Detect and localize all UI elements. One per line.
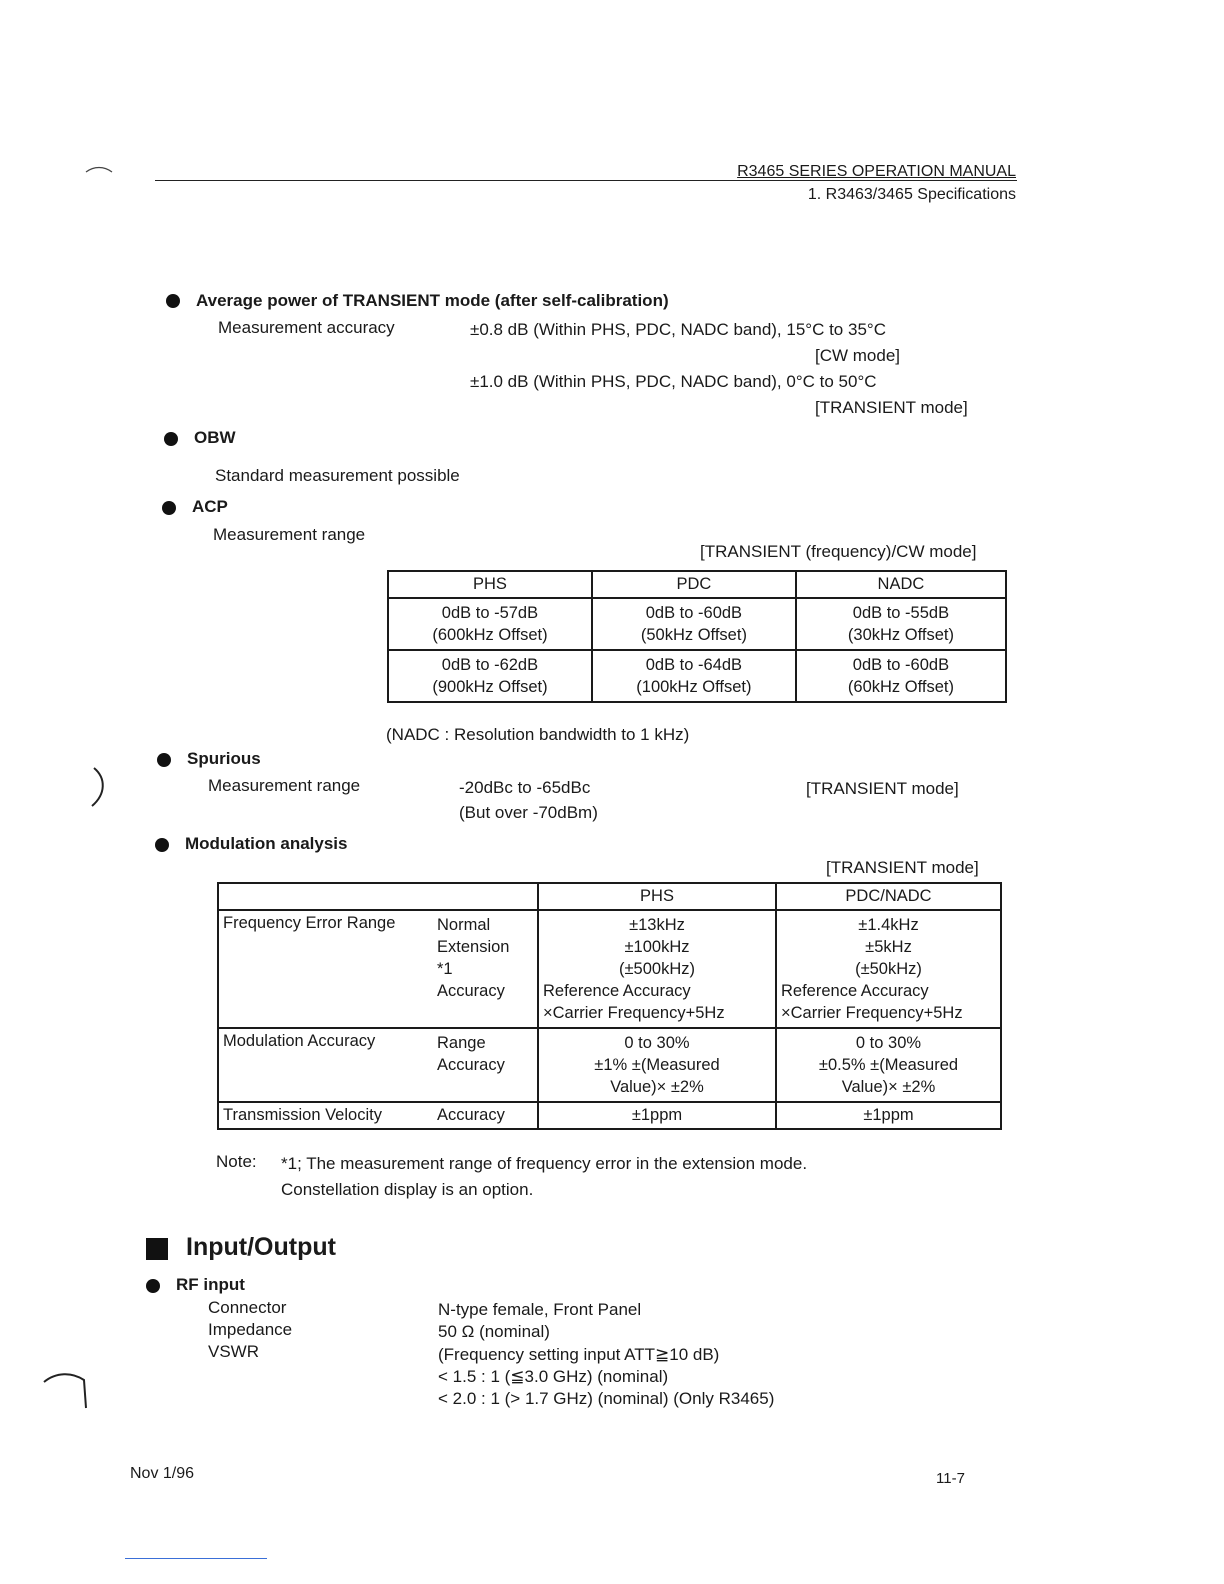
bullet-icon [162,501,176,515]
transient-mode2: [TRANSIENT mode] [815,398,968,417]
mod-value: ±1ppm [538,1102,776,1129]
io-heading: Input/Output [186,1233,336,1261]
footer-page: 11-7 [936,1470,965,1487]
bullet-icon [157,753,171,767]
acp-cell [592,650,796,702]
acp-cell [388,650,592,702]
acp-value: 0dB to -57dB [441,604,539,622]
vswr-label: VSWR [208,1342,259,1361]
acp-value: 0dB to -60dB [852,656,950,674]
acp-table [387,570,1007,703]
mod-pdc-cell [776,910,1001,1028]
obw-title: OBW [194,428,236,447]
table-row [388,650,1006,702]
spurious-title: Spurious [187,749,261,768]
mod-value: ±100kHz [624,938,690,956]
mod-col-pdc: PDC/NADC [776,883,1001,910]
acp-value: 0dB to -55dB [852,604,950,622]
scan-mark-icon [80,160,120,180]
mod-value: Reference Accuracy [781,982,929,1000]
note-line1: *1; The measurement range of frequency error in the extension mode. [281,1154,808,1173]
rf-input-title: RF input [176,1275,245,1294]
mod-value: 0 to 30% [624,1034,690,1052]
modulation-table [217,882,1002,1130]
blank-header-cell [433,883,538,910]
obw-text: Standard measurement possible [215,466,460,485]
transient-line1: ±0.8 dB (Within PHS, PDC, NADC band), 15°C to 35°C [470,320,886,339]
mod-phs-cell [538,1028,776,1102]
mod-value: ±1.4kHz [858,916,919,934]
mod-sub: Extension [437,938,510,956]
bullet-icon [146,1279,160,1293]
mod-sub: Range [437,1034,486,1052]
scan-mark-icon [36,1368,96,1418]
acp-offset: (60kHz Offset) [847,678,954,696]
mod-value: ±1ppm [776,1102,1001,1129]
acp-offset: (600kHz Offset) [432,626,548,644]
mod-value: (±500kHz) [619,960,695,978]
modulation-mode: [TRANSIENT mode] [826,858,979,877]
note-line2: Constellation display is an option. [281,1180,534,1199]
impedance-label: Impedance [208,1320,293,1339]
acp-cell [388,598,592,650]
spurious-mode: [TRANSIENT mode] [806,779,959,798]
spurious-value2: (But over -70dBm) [459,803,598,822]
table-row [218,910,1001,1028]
acp-cell [796,598,1006,650]
mod-value: ×Carrier Frequency+5Hz [543,1004,725,1022]
mod-value: Reference Accuracy [543,982,691,1000]
mod-sub: Accuracy [437,982,505,1000]
spurious-value1: -20dBc to -65dBc [459,778,591,797]
transient-mode1: [CW mode] [815,346,901,365]
mod-value: Value)× ±2% [841,1078,936,1096]
acp-mode: [TRANSIENT (frequency)/CW mode] [700,542,977,561]
table-row [388,598,1006,650]
mod-pdc-cell [776,1028,1001,1102]
mod-item: Modulation Accuracy [218,1028,433,1102]
acp-note: (NADC : Resolution bandwidth to 1 kHz) [386,725,690,744]
spurious-label: Measurement range [208,776,361,795]
acp-offset: (900kHz Offset) [432,678,548,696]
note-label: Note: [216,1152,257,1171]
connector-value: N-type female, Front Panel [438,1300,642,1319]
mod-phs-cell [538,910,776,1028]
bullet-icon [155,838,169,852]
scan-line [125,1558,267,1559]
table-row [218,1102,1001,1129]
acp-title: ACP [192,497,228,516]
table-row [388,571,1006,598]
bullet-icon [166,294,180,308]
mod-sub-cell [433,910,538,1028]
transient-title: Average power of TRANSIENT mode (after self-calibration) [196,291,669,310]
mod-value: ±5kHz [865,938,912,956]
mod-item: Transmission Velocity [218,1102,433,1129]
table-row [218,883,1001,910]
vswr-line3: < 2.0 : 1 (> 1.7 GHz) (nominal) (Only R3465) [438,1389,775,1408]
mod-value: Value)× ±2% [610,1078,704,1096]
scan-mark-icon [84,760,114,820]
mod-value: ±1% ±(Measured [594,1056,720,1074]
mod-value: ×Carrier Frequency+5Hz [781,1004,963,1022]
vswr-line1: (Frequency setting input ATT≧10 dB) [438,1345,720,1364]
bullet-icon [164,432,178,446]
mod-item: Frequency Error Range [218,910,433,1028]
mod-sub: Accuracy [433,1102,538,1129]
mod-value: 0 to 30% [855,1034,922,1052]
mod-sub: Accuracy [437,1056,505,1074]
footer-date: Nov 1/96 [130,1465,195,1482]
section-square-icon [146,1238,168,1260]
modulation-title: Modulation analysis [185,834,348,853]
vswr-line2: < 1.5 : 1 (≦3.0 GHz) (nominal) [438,1367,669,1386]
acp-col-nadc: NADC [796,571,1006,598]
mod-sub: *1 [437,960,453,978]
mod-value: ±0.5% ±(Measured [818,1056,959,1074]
acp-value: 0dB to -64dB [645,656,743,674]
acp-col-pdc: PDC [592,571,796,598]
connector-label: Connector [208,1298,287,1317]
mod-col-phs: PHS [538,883,776,910]
impedance-value: 50 Ω (nominal) [438,1322,550,1341]
acp-value: 0dB to -60dB [645,604,743,622]
acp-label: Measurement range [213,525,366,544]
mod-value: ±13kHz [629,916,685,934]
mod-sub-cell [433,1028,538,1102]
transient-label: Measurement accuracy [218,318,395,337]
acp-value: 0dB to -62dB [441,656,539,674]
manual-title: R3465 SERIES OPERATION MANUAL [737,163,1016,180]
acp-col-phs: PHS [388,571,592,598]
blank-header-cell [218,883,433,910]
acp-offset: (50kHz Offset) [640,626,747,644]
mod-sub: Normal [437,916,491,934]
transient-line2: ±1.0 dB (Within PHS, PDC, NADC band), 0°C to 50°C [470,372,877,391]
acp-offset: (100kHz Offset) [636,678,752,696]
acp-cell [796,650,1006,702]
table-row [218,1028,1001,1102]
chapter-title: 1. R3463/3465 Specifications [807,186,1016,203]
acp-offset: (30kHz Offset) [847,626,954,644]
mod-value: (±50kHz) [855,960,922,978]
acp-cell [592,598,796,650]
